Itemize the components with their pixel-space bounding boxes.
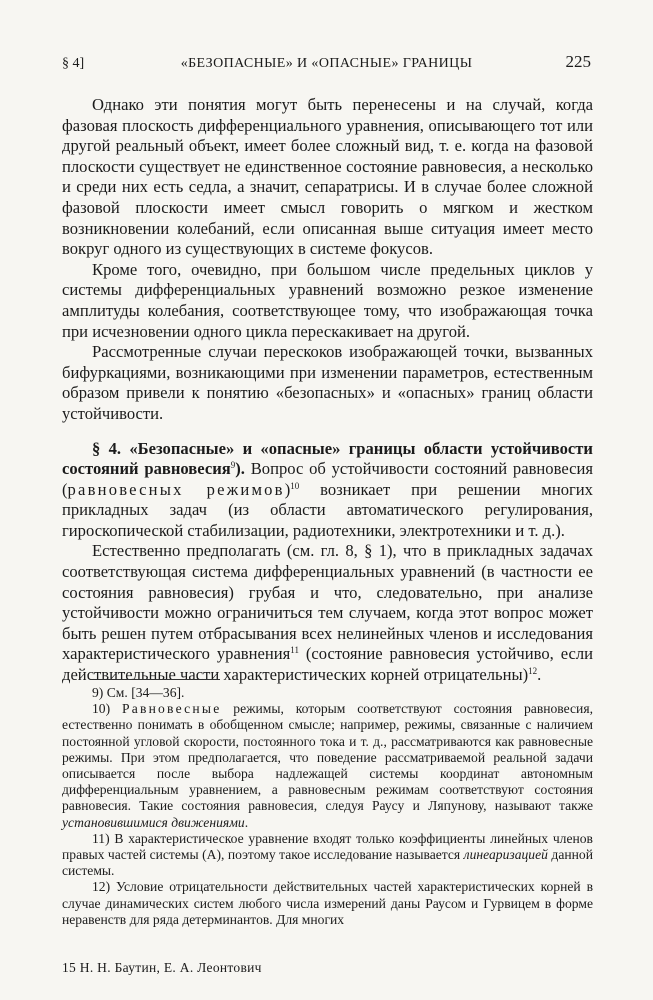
footnote-11-italic: линеаризацией — [463, 847, 548, 863]
footnote-10-spaced: Равновесные — [121, 701, 222, 717]
footnote-11-text-b: данной системы. — [62, 847, 593, 879]
footnote-10-number: 10) — [92, 701, 111, 717]
paragraph-4-spaced: равновесных режимов — [67, 479, 285, 499]
header-section-ref: § 4] — [62, 56, 85, 71]
footnote-ref-11: 11 — [290, 645, 299, 656]
footnotes — [62, 685, 593, 928]
printer-signature: 15 Н. Н. Баутин, Е. А. Леонтович — [62, 960, 262, 975]
footnote-10-text: режимы, которым соответствуют состояния равновесия, естественно понимать в обобщенном смысле; например, режимы, связанные с наличием постоянной угловой скорости, постоянного тока и т. д., рассматриваются как равновесные режимы. При этом предполагается, что поведение рассматриваемой реальной задачи описывается после выбора надлежащей системы координат автономным дифференциальным уравнением, а равновесным режимам соответствуют состояния равновесия. Такие состояния равновесия, следуя Раусу и Ляпунову, называют также — [62, 701, 593, 814]
footnote-ref-10: 10 — [290, 480, 300, 491]
footnote-ref-12: 12 — [528, 666, 538, 677]
paragraph-3: Рассмотренные случаи перескоков изображающей точки, вызванных бифуркациями, возникающими при изменении параметров, естественным образом привели к понятию «безопасных» и «опасных» границ области устойчивости. — [62, 342, 593, 423]
page-number: 225 — [565, 52, 591, 71]
footnote-ref-9: 9 — [230, 460, 236, 471]
footnote-9: 9) См. [34—36]. — [92, 685, 185, 700]
paragraph-5-text-a: Естественно предполагать (см. гл. 8, § 1), что в прикладных задачах соответствующая система дифференциальных уравнений (в частности ее состояния равновесия) грубая и что, следовательно, при анализе устойчивости можно ограничиться тем случаем, когда этот вопрос может быть решен путем отбрасывания всех нелинейных членов и исследования характеристического уравнения — [62, 541, 593, 664]
footnote-10-italic: установившимися движениями — [62, 814, 245, 830]
paragraph-5-text-b: (состояние равновесия устойчиво, если действительные части характеристических корней отрицательны) — [62, 644, 593, 685]
footnote-divider — [90, 679, 220, 680]
section-4 — [62, 439, 593, 686]
paragraph-4-text-a: Вопрос об устойчивости состояний равновесия ( — [62, 459, 593, 499]
paragraph-2: Кроме того, очевидно, при большом числе предельных циклов у системы дифференциальных уравнений возможно резкое изменение амплитуды колебания, соответствующее тому, что изображающая точка при исчезновении одного цикла перескакивает на другой. — [62, 259, 593, 341]
footnote-12 — [62, 879, 593, 928]
footnote-11-text-a: В характеристическое уравнение входят только коэффициенты линейных членов правых частей системы (А), поэтому такое исследование называется — [62, 830, 593, 863]
footnote-12-text: Условие отрицательности действительных частей характеристических корней в случае динамических систем любого числа измерений даны Раусом и Гурвицем в форме неравенств для ряда детерминантов. Для многих — [62, 879, 593, 927]
footnote-12-number: 12) — [92, 879, 111, 895]
paragraph-4-text-b: возникает при решении многих прикладных задач (из области автоматического регулирования, гироскопической стабилизации, радиотехники, электротехники и т. д.). — [62, 479, 593, 540]
paragraph-1: Однако эти понятия могут быть перенесены и на случай, когда фазовая плоскость дифференциального уравнения, описывающего тот или другой реальный объект, имеет более сложный вид, т. е. когда на фазовой плоскости существует не единственное состояние равновесия, а несколько и среди них есть седла, а значит, сепаратрисы. И в случае более сложной фазовой плоскости имеет смысл говорить о мягком и жестком возникновении колебаний, если описанная выше ситуация имеет место вокруг одного из существующих в системе фокусов. — [62, 95, 593, 259]
paragraph-5: Естественно предполагать (см. гл. 8, § 1), что в прикладных задачах соответствующая система дифференциальных уравнений (в частности ее состояния равновесия) грубая и что, следовательно, при анализе устойчивости можно ограничиться тем случаем, когда этот вопрос может быть решен путем отбрасывания всех нелинейных членов и исследования характеристического уравнения$^{11}$ (состояние равновесия устойчиво, если действительные части характеристических корней отрицательны)$^{12}$. — [62, 541, 593, 685]
paragraph-4: § 4. «Безопасные» и «опасные» границы области устойчивости состояний равновесия$^9$). Вопрос об устойчивости состояний равновесия (равновесных режимов)$^{10}$ возникает при решении многих прикладных задач (из области автоматического регулирования, гироскопической стабилизации, радиотехники, электротехники и т. д.). — [62, 438, 593, 540]
main-text — [62, 95, 593, 686]
footnote-11 — [62, 831, 593, 880]
footnote-10: 10) Равновесные режимы, которым соответствуют состояния равновесия, естественно понимать в обобщенном смысле; например, режимы, связанные с наличием постоянной угловой скорости, постоянного тока и т. д., рассматриваются как равновесные режимы. При этом предполагается, что поведение рассматриваемой реальной задачи описывается после выбора надлежащей системы координат автономным дифференциальным уравнением, а равновесным режимам соответствуют состояния равновесия. Такие состояния равновесия, следуя Раусу и Ляпунову, называют также установившимися движениями. — [62, 701, 593, 830]
running-header — [62, 52, 591, 74]
footnote-11-number: 11) — [92, 830, 110, 846]
section-heading: § 4. «Безопасные» и «опасные» границы области устойчивости состояний равновесия — [62, 438, 593, 479]
header-title: «БЕЗОПАСНЫЕ» И «ОПАСНЫЕ» ГРАНИЦЫ — [180, 56, 473, 71]
